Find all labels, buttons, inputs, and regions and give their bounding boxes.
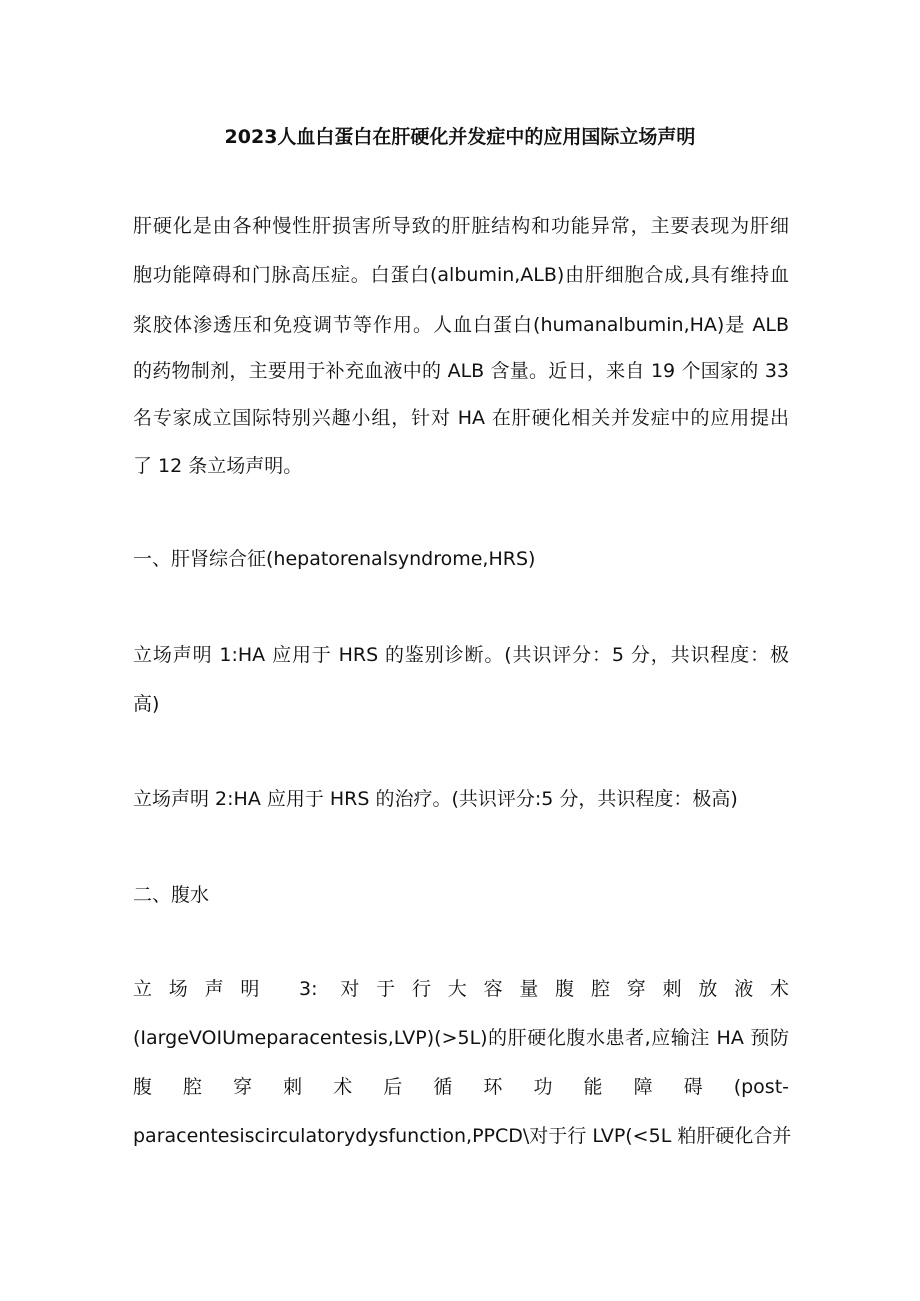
statement-2: 立场声明 2:HA 应用于 HRS 的治疗。(共识评分:5 分，共识程度：极高) bbox=[133, 788, 738, 810]
intro-line-4: 的药物制剂，主要用于补充血液中的 ALB 含量。近日，来自 19 个国家的 33 bbox=[133, 360, 789, 382]
intro-line-3: 浆胶体渗透压和免疫调节等作用。人血白蛋白(humanalbumin,HA)是 ALB bbox=[133, 314, 789, 336]
intro-line-5: 名专家成立国际特别兴趣小组，针对 HA 在肝硬化相关并发症中的应用提出 bbox=[133, 407, 789, 429]
statement-3-line-2: (IargeVOIUmeparacentesis,LVP)(>5L)的肝硬化腹水患者,应输注 HA 预防 bbox=[133, 1027, 789, 1049]
section-heading-ascites: 二、腹水 bbox=[133, 884, 210, 906]
intro-line-2: 胞功能障碍和门脉高压症。白蛋白(albumin,ALB)由肝细胞合成,具有维持血 bbox=[133, 264, 789, 286]
statement-1-line-1: 立场声明 1:HA 应用于 HRS 的鉴别诊断。(共识评分：5 分，共识程度：极 bbox=[133, 644, 789, 666]
document-title: 2023人血白蛋白在肝硬化并发症中的应用国际立场声明 bbox=[224, 126, 696, 148]
intro-line-6: 了 12 条立场声明。 bbox=[133, 455, 303, 477]
statement-3-line-4: paracentesiscirculatorydysfunction,PPCD\对于行 LVP(<5L 粕肝硬化合并 bbox=[133, 1125, 792, 1147]
statement-3-line-1: 立场声明 3: 对于行大容量腹腔穿刺放液术 bbox=[133, 978, 789, 1000]
statement-3-line-3: 腹 腔 穿 刺 术 后 循 环 功 能 障 碍 (post- bbox=[133, 1076, 789, 1098]
statement-1-line-2: 高) bbox=[133, 693, 160, 715]
section-heading-hrs: 一、肝肾综合征(hepatorenalsyndrome,HRS) bbox=[133, 548, 536, 570]
intro-line-1: 肝硬化是由各种慢性肝损害所导致的肝脏结构和功能异常，主要表现为肝细 bbox=[133, 215, 789, 237]
